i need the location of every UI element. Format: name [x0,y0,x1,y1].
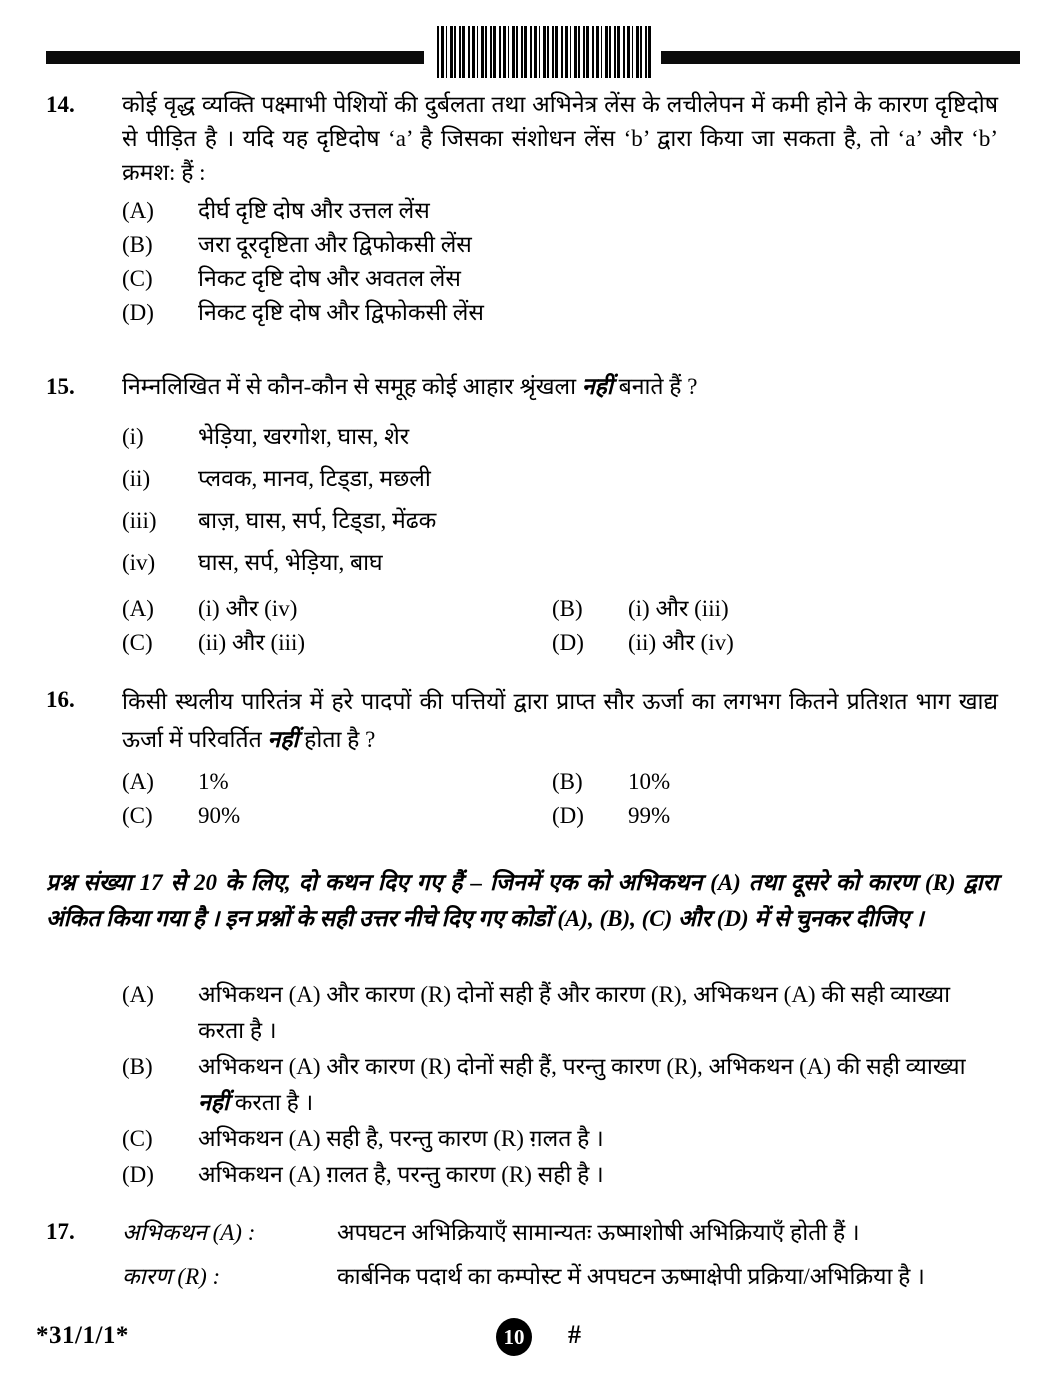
question-stem-emphasis: नहीं [267,727,299,752]
sub-item-key: (ii) [122,466,151,491]
option-text [198,1049,998,1121]
option-text: (ii) और (iv) [628,630,734,655]
option-text: (i) और (iv) [198,596,298,621]
reason-row [122,1259,998,1295]
header-left-bar [46,51,424,64]
option-text: (ii) और (iii) [198,630,306,655]
page-footer [0,1318,1046,1366]
question-number: 15. [46,374,75,399]
assertion-reason-instruction: प्रश्न संख्या 17 से 20 के लिए, दो कथन दिए गए हैं – जिनमें एक को अभिकथन (A) तथा दूसरे को कारण (R) द्वारा अंकित किया गया है । इन प्रश्नों के सही उत्तर नीचे दिए गए कोडों (A), (B), (C) और (D) में से चुनकर दीजिए । [46,870,998,931]
question-14 [46,88,998,330]
question-15 [46,370,998,660]
question-17 [46,1215,998,1295]
sub-item-list [122,416,998,584]
question-stem [122,370,998,404]
question-16 [46,683,998,833]
option-row [122,592,998,626]
reason-text: कार्बनिक पदार्थ का कम्पोस्ट में अपघटन ऊष्माक्षेपी प्रक्रिया/अभिक्रिया है । [337,1264,925,1289]
sub-item-text: बाज़, घास, सर्प, टिड्‌डा, मेंढक [198,508,437,533]
option-key: (A) [122,198,154,223]
option-b[interactable] [552,592,729,626]
option-d[interactable] [552,799,670,833]
question-number: 16. [46,687,75,712]
option-text: जरा दूरदृष्टिता और द्विफोकसी लेंस [198,232,472,257]
paper-code: *31/1/1* [36,1322,129,1349]
option-c[interactable] [122,262,998,296]
question-body [122,1215,998,1295]
sub-item-text: प्लवक, मानव, टिड्‌डा, मछली [198,466,431,491]
option-key: (A) [122,769,154,794]
option-key: (D) [122,300,154,325]
option-list [122,592,998,660]
option-key: (D) [552,803,584,828]
question-stem-emphasis: नहीं [581,374,613,399]
option-key: (C) [122,803,153,828]
sub-item-key: (i) [122,424,144,449]
code-option-d[interactable] [122,1157,998,1193]
header-right-bar [661,51,1020,64]
option-text: 1% [198,769,229,794]
option-key: (A) [122,982,154,1007]
sub-item-i [122,416,998,458]
option-text-part2: करता है । [228,1090,314,1115]
option-key: (C) [122,630,153,655]
option-c[interactable] [122,626,552,660]
sub-item-iii [122,500,998,542]
question-stem-part2: होता है ? [298,727,376,752]
sub-item-text: भेड़िया, खरगोश, घास, शेर [198,424,410,449]
option-d[interactable] [122,296,998,330]
option-b[interactable] [122,228,998,262]
question-number: 14. [46,92,75,117]
reason-label: कारण (R) : [122,1264,221,1289]
question-body [122,683,998,833]
assertion-label: अभिकथन (A) : [122,1220,256,1245]
sub-item-key: (iv) [122,550,156,575]
sub-item-key: (iii) [122,508,157,533]
assertion-text: अपघटन अभिक्रियाएँ सामान्यतः ऊष्माशोषी अभिक्रियाएँ होती हैं । [337,1220,860,1245]
question-stem: कोई वृद्ध व्यक्ति पक्ष्माभी पेशियों की दुर्बलता तथा अभिनेत्र लेंस के लचीलेपन में कमी होने के कारण दृष्टिदोष से पीड़ित है । यदि यह दृष्टिदोष ‘a’ है जिसका संशोधन लेंस ‘b’ द्वारा किया जा सकता है, तो ‘a’ और ‘b’ क्रमश: हैं : [122,92,998,185]
option-text: (i) और (iii) [628,596,729,621]
option-c[interactable] [122,799,552,833]
question-number: 17. [46,1219,75,1244]
option-key: (C) [122,1126,153,1151]
option-text: 90% [198,803,241,828]
option-text: 10% [628,769,671,794]
option-row [122,765,998,799]
option-a[interactable] [122,592,552,626]
option-row [122,626,998,660]
page-number-badge: 10 [496,1318,532,1356]
option-a[interactable] [122,765,552,799]
question-body [122,88,998,330]
assertion-row [122,1215,998,1251]
option-text-part1: अभिकथन (A) और कारण (R) दोनों सही हैं, परन्तु कारण (R), अभिकथन (A) की सही व्याख्या [198,1054,966,1079]
option-key: (B) [122,232,153,257]
sub-item-iv [122,542,998,584]
option-b[interactable] [552,765,670,799]
option-key: (B) [552,769,583,794]
code-option-list [122,977,998,1193]
option-row [122,799,998,833]
question-stem-part1: निम्नलिखित में से कौन-कौन से समूह कोई आहार श्रृंखला [122,374,582,399]
option-key: (A) [122,596,154,621]
code-option-a[interactable] [122,977,998,1049]
option-list [122,765,998,833]
option-key: (B) [552,596,583,621]
option-key: (D) [122,1162,154,1187]
option-key: (D) [552,630,584,655]
question-stem-part2: बनाते हैं ? [612,374,698,399]
question-body [122,370,998,660]
option-text: निकट दृष्टि दोष और द्विफोकसी लेंस [198,300,484,325]
option-text: अभिकथन (A) सही है, परन्तु कारण (R) ग़लत है । [198,1126,604,1151]
question-stem-part1: किसी स्थलीय पारितंत्र में हरे पादपों की पत्तियों द्वारा प्राप्त सौर ऊर्जा का लगभग कितने प्रतिशत भाग खाद्य ऊर्जा में परिवर्तित [122,689,998,752]
option-text-emphasis: नहीं [198,1090,229,1115]
option-text: निकट दृष्टि दोष और अवतल लेंस [198,266,461,291]
option-key: (B) [122,1054,153,1079]
option-d[interactable] [552,626,734,660]
option-key: (C) [122,266,153,291]
option-text: अभिकथन (A) ग़लत है, परन्तु कारण (R) सही है । [198,1162,604,1187]
sub-item-ii [122,458,998,500]
code-option-c[interactable] [122,1121,998,1157]
barcode-icon [437,26,651,78]
code-option-b[interactable] [122,1049,998,1121]
page-header [0,24,1046,80]
option-text: दीर्घ दृष्टि दोष और उत्तल लेंस [198,198,430,223]
option-a[interactable] [122,194,998,228]
option-text: 99% [628,803,671,828]
footer-hash-mark: # [568,1320,581,1349]
option-text: अभिकथन (A) और कारण (R) दोनों सही हैं और कारण (R), अभिकथन (A) की सही व्याख्या करता है । [198,982,951,1043]
sub-item-text: घास, सर्प, भेड़िया, बाघ [198,550,383,575]
option-list [122,194,998,330]
question-stem [122,683,998,759]
